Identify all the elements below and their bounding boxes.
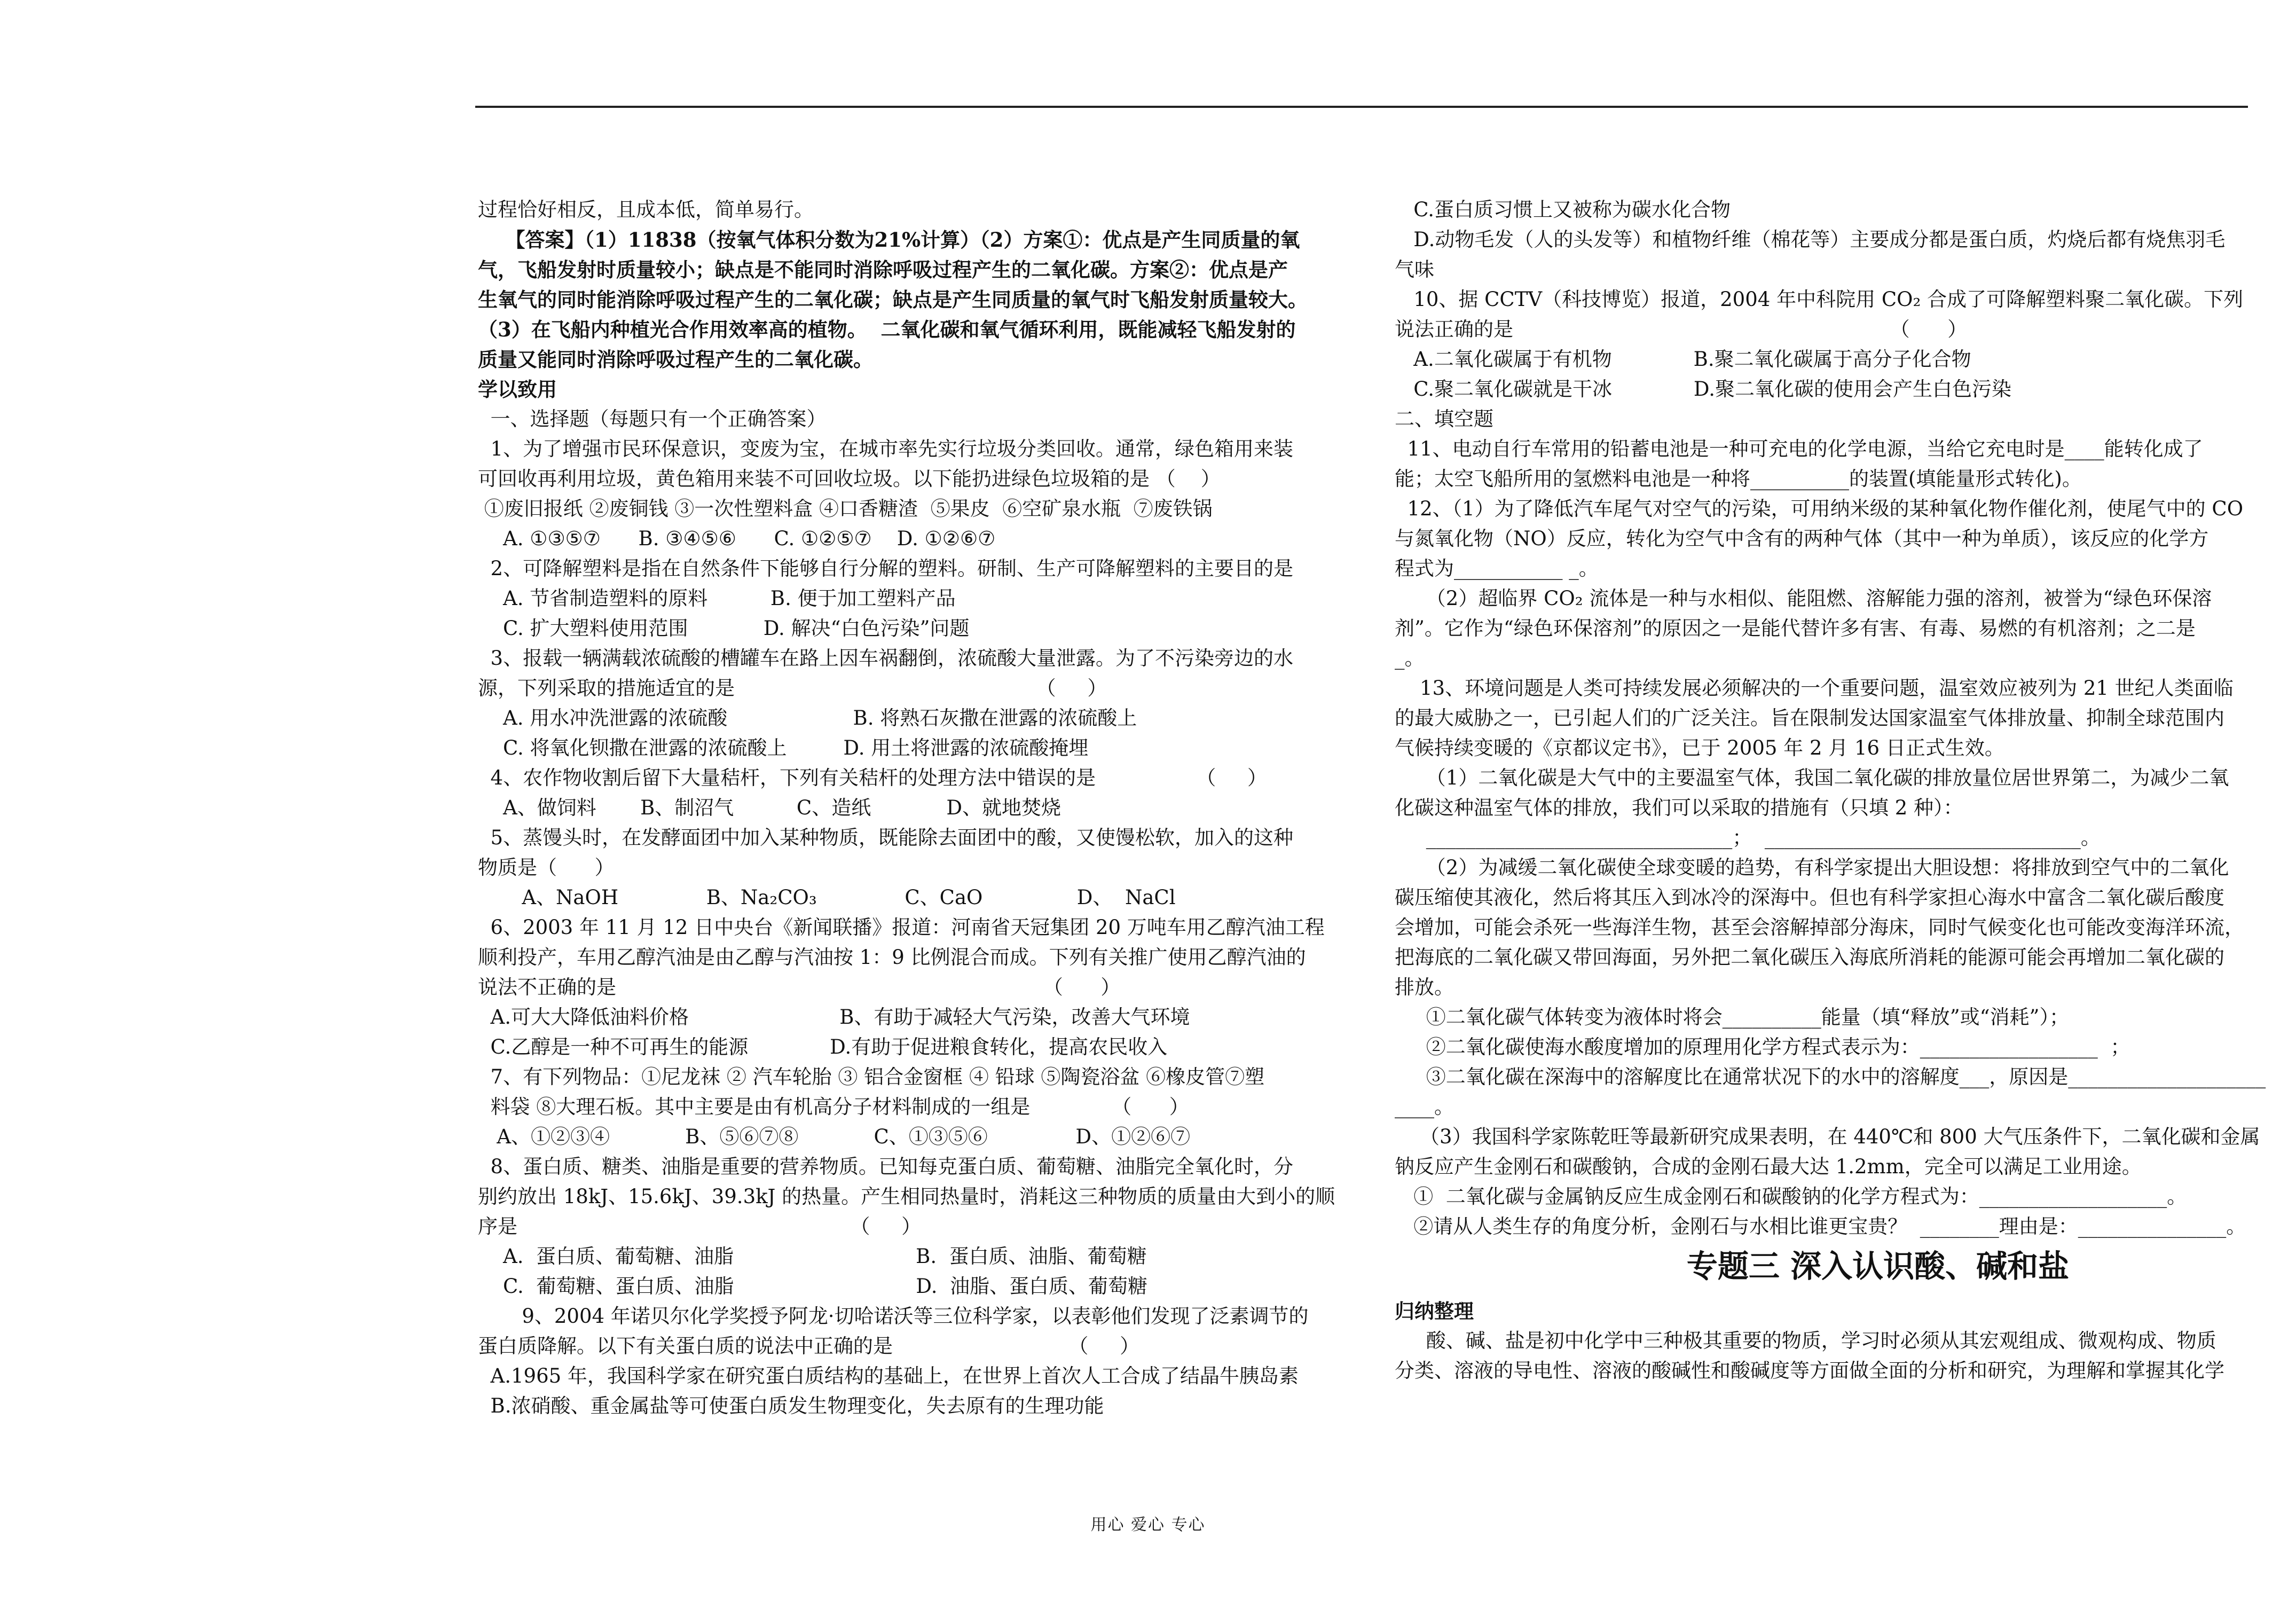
text-line: A. 节省制造塑料的原料 B. 便于加工塑料产品 bbox=[478, 587, 956, 610]
text-line: A.二氧化碳属于有机物 B.聚二氧化碳属于高分子化合物 bbox=[1395, 348, 1971, 371]
left-column bbox=[478, 195, 1335, 1421]
text-line: 过程恰好相反，且成本低，简单易行。 bbox=[478, 198, 814, 221]
text-line: A. 蛋白质、葡萄糖、油脂 B. 蛋白质、油脂、葡萄糖 bbox=[478, 1245, 1147, 1268]
text-line: 源，下列采取的措施适宜的是 （ ） bbox=[478, 677, 1107, 700]
text-line: 4、农作物收割后留下大量秸杆，下列有关秸杆的处理方法中错误的是 （ ） bbox=[478, 766, 1268, 789]
text-line: 酸、碱、盐是初中化学中三种极其重要的物质，学习时必须从其宏观组成、微观构成、物质 bbox=[1395, 1329, 2216, 1352]
text-line: 可回收再利用垃圾，黄色箱用来装不可回收垃圾。以下能扔进绿色垃圾箱的是 （ ） bbox=[478, 467, 1221, 490]
text-line: 气味 bbox=[1395, 258, 1434, 281]
text-line: 12、（1）为了降低汽车尾气对空气的污染，可用纳米级的某种氧化物作催化剂，使尾气中的 CO bbox=[1395, 497, 2244, 520]
text-line: ① 二氧化碳与金属钠反应生成金刚石和碳酸钠的化学方程式为：___________________。 bbox=[1395, 1185, 2187, 1208]
text-line: 化碳这种温室气体的排放，我们可以采取的措施有（只填 2 种）： bbox=[1395, 796, 1963, 819]
text-line: 排放。 bbox=[1395, 976, 1454, 999]
text-line: A、做饲料 B、制沼气 C、造纸 D、就地焚烧 bbox=[478, 796, 1061, 819]
text-line: _______________________________； ________________________________。 bbox=[1395, 826, 2101, 849]
text-line: ②二氧化碳使海水酸度增加的原理用化学方程式表示为：__________________ ； bbox=[1395, 1035, 2130, 1058]
text-line: 能；太空飞船所用的氢燃料电池是一种将__________的装置(填能量形式转化)。 bbox=[1395, 467, 2082, 490]
text-line: 料袋 ⑧大理石板。其中主要是由有机高分子材料制成的一组是 （ ） bbox=[478, 1095, 1189, 1118]
text-line: 分类、溶液的导电性、溶液的酸碱性和酸碱度等方面做全面的分析和研究，为理解和掌握其化学 bbox=[1395, 1359, 2224, 1382]
text-line: 6、2003 年 11 月 12 日中央台《新闻联播》报道：河南省天冠集团 20 万吨车用乙醇汽油工程 bbox=[478, 916, 1325, 939]
text-line: （1）二氧化碳是大气中的主要温室气体，我国二氧化碳的排放量位居世界第二，为减少二氧 bbox=[1395, 766, 2229, 789]
right-column bbox=[1395, 195, 2296, 1386]
text-line: B.浓硝酸、重金属盐等可使蛋白质发生物理变化，失去原有的生理功能 bbox=[478, 1394, 1104, 1417]
text-line: 1、为了增强市民环保意识，变废为宝，在城市率先实行垃圾分类回收。通常，绿色箱用来装 bbox=[478, 437, 1294, 460]
text-line: C.乙醇是一种不可再生的能源 D.有助于促进粮食转化，提高农民收入 bbox=[478, 1035, 1168, 1058]
answer-line: 【答案】（1）11838（按氧气体积分数为21%计算）（2）方案①：优点是产生同质量的氧 bbox=[478, 228, 1300, 252]
text-line: 说法不正确的是 （ ） bbox=[478, 976, 1121, 999]
text-line: 把海底的二氧化碳又带回海面，另外把二氧化碳压入海底所消耗的能源可能会再增加二氧化碳的 bbox=[1395, 946, 2224, 969]
text-line: 物质是（ ） bbox=[478, 856, 615, 879]
text-line: 3、报载一辆满载浓硫酸的槽罐车在路上因车祸翻倒，浓硫酸大量泄露。为了不污染旁边的水 bbox=[478, 647, 1294, 670]
text-line: 的最大威胁之一，已引起人们的广泛关注。旨在限制发达国家温室气体排放量、抑制全球范围内 bbox=[1395, 707, 2224, 729]
text-line: （2）超临界 CO₂ 流体是一种与水相似、能阻燃、溶解能力强的溶剂，被誉为“绿色环保溶 bbox=[1395, 587, 2212, 610]
text-line: 5、蒸馒头时，在发酵面团中加入某种物质，既能除去面团中的酸，又使馒松软，加入的这种 bbox=[478, 826, 1294, 849]
text-line: 一、选择题（每题只有一个正确答案） bbox=[478, 407, 827, 430]
page-footer: 用心 爱心 专心 bbox=[1090, 1516, 1206, 1534]
text-line: 会增加，可能会杀死一些海洋生物，甚至会溶解掉部分海床，同时气候变化也可能改变海洋环流， bbox=[1395, 916, 2244, 939]
text-line: 8、蛋白质、糖类、油脂是重要的营养物质。已知每克蛋白质、葡萄糖、油脂完全氧化时，分 bbox=[478, 1155, 1294, 1178]
section-title: 专题三 深入认识酸、碱和盐 bbox=[1686, 1248, 2070, 1284]
text-line: _。 bbox=[1395, 647, 1425, 670]
text-line: C. 扩大塑料使用范围 D. 解决“白色污染”问题 bbox=[478, 617, 970, 640]
text-line: ____。 bbox=[1395, 1095, 1454, 1118]
text-line: D.动物毛发（人的头发等）和植物纤维（棉花等）主要成分都是蛋白质，灼烧后都有烧焦羽毛 bbox=[1395, 228, 2226, 251]
subsection-heading: 归纳整理 bbox=[1395, 1299, 1474, 1323]
answer-line: 质量又能同时消除呼吸过程产生的二氧化碳。 bbox=[478, 348, 873, 371]
text-line: 别约放出 18kJ、15.6kJ、39.3kJ 的热量。产生相同热量时，消耗这三种物质的质量由大到小的顺 bbox=[478, 1185, 1335, 1208]
text-line: 11、电动自行车常用的铅蓄电池是一种可充电的化学电源，当给它充电时是____能转化成了 bbox=[1395, 437, 2203, 460]
section-heading: 学以致用 bbox=[478, 378, 557, 401]
text-line: A. ①③⑤⑦ B. ③④⑤⑥ C. ①②⑤⑦ D. ①②⑥⑦ bbox=[478, 527, 996, 550]
text-line: A、①②③④ B、⑤⑥⑦⑧ C、①③⑤⑥ D、①②⑥⑦ bbox=[478, 1125, 1191, 1148]
text-line: 顺利投产，车用乙醇汽油是由乙醇与汽油按 1：9 比例混合而成。下列有关推广使用乙醇汽油的 bbox=[478, 946, 1306, 969]
answer-line: 生氧气的同时能消除呼吸过程产生的二氧化碳；缺点是产生同质量的氧气时飞船发射质量较大。 bbox=[478, 288, 1308, 311]
text-line: A.1965 年，我国科学家在研究蛋白质结构的基础上，在世界上首次人工合成了结晶牛胰岛素 bbox=[478, 1364, 1299, 1387]
text-line: C. 葡萄糖、蛋白质、油脂 D. 油脂、蛋白质、葡萄糖 bbox=[478, 1275, 1148, 1298]
text-line: 7、有下列物品：①尼龙袜 ② 汽车轮胎 ③ 铝合金窗框 ④ 铅球 ⑤陶瓷浴盆 ⑥橡皮管⑦塑 bbox=[478, 1065, 1265, 1088]
text-line: 9、2004 年诺贝尔化学奖授予阿龙·切哈诺沃等三位科学家，以表彰他们发现了泛素调节的 bbox=[478, 1305, 1309, 1328]
header-rule bbox=[475, 106, 2248, 108]
text-line: 10、据 CCTV（科技博览）报道，2004 年中科院用 CO₂ 合成了可降解塑料聚二氧化碳。下列 bbox=[1395, 288, 2244, 311]
text-line: A、NaOH B、Na₂CO₃ C、CaO D、 NaCl bbox=[478, 886, 1176, 909]
text-line: （2）为减缓二氧化碳使全球变暖的趋势，有科学家提出大胆设想：将排放到空气中的二氧化 bbox=[1395, 856, 2229, 879]
text-line: 碳压缩使其液化，然后将其压入到冰冷的深海中。但也有科学家担心海水中富含二氧化碳后酸度 bbox=[1395, 886, 2224, 909]
text-line: 2、可降解塑料是指在自然条件下能够自行分解的塑料。研制、生产可降解塑料的主要目的是 bbox=[478, 557, 1294, 580]
text-line: 蛋白质降解。以下有关蛋白质的说法中正确的是 （ ） bbox=[478, 1335, 1140, 1358]
answer-line: （3）在飞船内种植光合作用效率高的植物。 二氧化碳和氧气循环利用，既能减轻飞船发射的 bbox=[478, 318, 1296, 341]
text-line: 程式为___________ _。 bbox=[1395, 557, 1599, 580]
text-line: （3）我国科学家陈乾旺等最新研究成果表明，在 440℃和 800 大气压条件下，二氧化碳和金属 bbox=[1395, 1125, 2260, 1148]
text-line: ②请从人类生存的角度分析，金刚石与水相比谁更宝贵？ ________理由是：_______________。 bbox=[1395, 1215, 2246, 1238]
text-line: 气候持续变暖的《京都议定书》，已于 2005 年 2 月 16 日正式生效。 bbox=[1395, 736, 2004, 759]
text-line: C. 将氧化钡撒在泄露的浓硫酸上 D. 用土将泄露的浓硫酸掩埋 bbox=[478, 736, 1089, 759]
text-line: A.可大大降低油料价格 B、有助于减轻大气污染，改善大气环境 bbox=[478, 1006, 1190, 1029]
text-line: 剂”。它作为“绿色环保溶剂”的原因之一是能代替许多有害、有毒、易燃的有机溶剂；之二是 bbox=[1395, 617, 2196, 640]
section-heading: 二、填空题 bbox=[1395, 407, 1493, 430]
text-line: 13、环境问题是人类可持续发展必须解决的一个重要问题，温室效应被列为 21 世纪人类面临 bbox=[1395, 677, 2234, 700]
text-line: C.聚二氧化碳就是干冰 D.聚二氧化碳的使用会产生白色污染 bbox=[1395, 378, 2012, 401]
answer-line: 气，飞船发射时质量较小；缺点是不能同时消除呼吸过程产生的二氧化碳。方案②：优点是产 bbox=[478, 258, 1288, 281]
text-line: ①废旧报纸 ②废铜钱 ③一次性塑料盒 ④口香糖渣 ⑤果皮 ⑥空矿泉水瓶 ⑦废铁锅 bbox=[478, 497, 1213, 520]
text-line: ①二氧化碳气体转变为液体时将会__________能量（填“释放”或“消耗”）； bbox=[1395, 1006, 2069, 1029]
text-line: 与氮氧化物（NO）反应，转化为空气中含有的两种气体（其中一种为单质），该反应的化学方 bbox=[1395, 527, 2209, 550]
text-line: A. 用水冲洗泄露的浓硫酸 B. 将熟石灰撒在泄露的浓硫酸上 bbox=[478, 707, 1137, 729]
text-line: 说法正确的是 （ ） bbox=[1395, 318, 1968, 341]
text-line: 钠反应产生金刚石和碳酸钠，合成的金刚石最大达 1.2mm，完全可以满足工业用途。 bbox=[1395, 1155, 2142, 1178]
text-line: ③二氧化碳在深海中的溶解度比在通常状况下的水中的溶解度___，原因是____________________ bbox=[1395, 1065, 2266, 1088]
text-line: C.蛋白质习惯上又被称为碳水化合物 bbox=[1395, 198, 1731, 221]
text-line: 序是 （ ） bbox=[478, 1215, 922, 1238]
